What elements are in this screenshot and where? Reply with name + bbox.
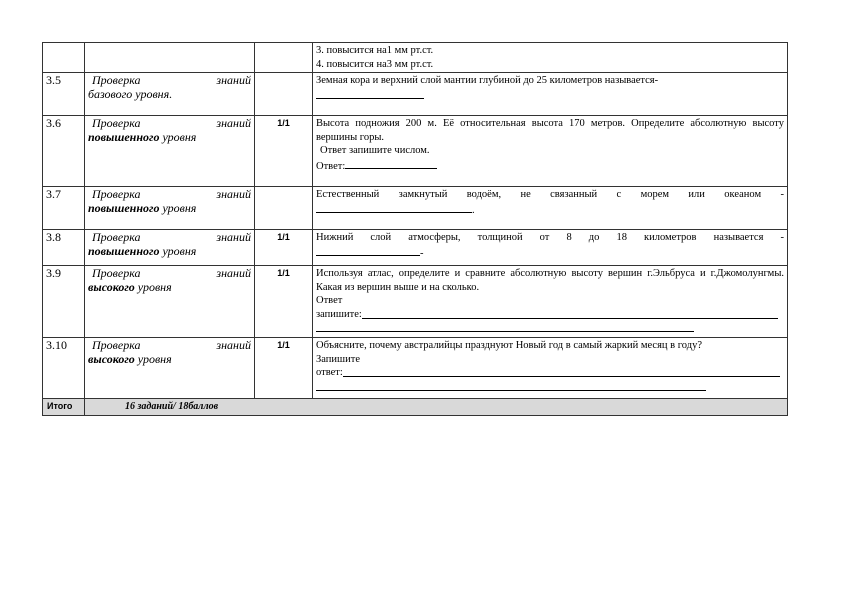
task-text: Естественный замкнутый водоём, не связанный с морем или океаном - (316, 189, 784, 200)
task-points: 1/1 (255, 116, 313, 187)
task-number: 3.8 (43, 230, 85, 266)
task-type-word: знаний (216, 266, 251, 280)
task-level-suffix: уровня (134, 351, 172, 366)
task-level: высокого (88, 279, 135, 294)
task-tail: - (420, 247, 424, 259)
task-level: высокого (88, 351, 135, 366)
task-number: 3.9 (43, 266, 85, 338)
task-number: 3.6 (43, 116, 85, 187)
task-number: 3.7 (43, 187, 85, 230)
task-type (85, 43, 255, 73)
task-tail: . (472, 204, 475, 216)
task-type-word: Проверка (92, 73, 141, 87)
task-points (255, 43, 313, 73)
task-content (313, 230, 788, 266)
answer-option: 3. повысится на1 мм рт.ст. (316, 45, 434, 56)
task-content (313, 187, 788, 230)
answer-blank (316, 88, 424, 99)
total-summary: 16 заданий/ 18баллов (85, 399, 788, 416)
task-level: повышенного (88, 243, 160, 258)
table-row (43, 43, 788, 73)
task-number: 3.5 (43, 73, 85, 116)
total-label: Итого (43, 399, 85, 416)
answer-option: 4. повысится на3 мм рт.ст. (316, 58, 434, 70)
task-type-word: знаний (216, 73, 251, 87)
task-type (85, 73, 255, 116)
task-level-suffix: уровня (159, 243, 197, 258)
table-row (43, 73, 788, 116)
task-content (313, 116, 788, 187)
task-level: повышенного (88, 129, 160, 144)
table-row (43, 338, 788, 399)
total-row (43, 399, 788, 416)
task-level-suffix: уровня (159, 200, 197, 215)
task-type-word: Проверка (92, 338, 141, 352)
task-text: Нижний слой атмосферы, толщиной от 8 до 18 километров называется - (316, 232, 784, 243)
task-text: Высота подножия 200 м. Её относительная высота 170 метров. Определите абсолютную высоту вершины горы. (316, 118, 784, 143)
answer-blank (316, 321, 694, 332)
task-number: 3.10 (43, 338, 85, 399)
task-level-suffix: уровня (134, 279, 172, 294)
task-text: Объясните, почему австралийцы празднуют Новый год в самый жаркий месяц в году? (316, 340, 702, 351)
answer-blank (316, 202, 472, 213)
answer-label: запишите: (316, 308, 362, 320)
tasks-table (42, 42, 788, 416)
answer-label: Запишите (316, 353, 360, 365)
answer-label: ответ: (316, 367, 343, 378)
task-points: 1/1 (255, 266, 313, 338)
task-type (85, 116, 255, 187)
task-level: повышенного (88, 200, 160, 215)
table-row (43, 187, 788, 230)
answer-label: Ответ: (316, 160, 346, 172)
task-type (85, 230, 255, 266)
task-instruction: Ответ запишите числом. (320, 145, 430, 156)
table-row (43, 266, 788, 338)
task-type-word: знаний (216, 187, 251, 201)
task-type (85, 266, 255, 338)
table-row (43, 116, 788, 187)
task-type-word: знаний (216, 230, 251, 244)
task-content (313, 73, 788, 116)
answer-label: Ответ (316, 295, 343, 306)
task-type-word: знаний (216, 116, 251, 130)
task-points: 1/1 (255, 230, 313, 266)
answer-blank (316, 380, 706, 391)
task-type-word: Проверка (92, 230, 141, 244)
task-text: Используя атлас, определите и сравните абсолютную высоту вершин г.Эльбруса и г.Джомолунгмы. Какая из вершин выше и на сколько. (316, 268, 784, 293)
task-level-suffix: уровня (159, 129, 197, 144)
task-points (255, 187, 313, 230)
task-content (313, 266, 788, 338)
task-points: 1/1 (255, 338, 313, 399)
task-level: базового уровня. (88, 86, 173, 101)
task-text: Земная кора и верхний слой мантии глубиной до 25 километров называется- (316, 75, 659, 86)
task-type (85, 338, 255, 399)
table-row (43, 230, 788, 266)
task-type (85, 187, 255, 230)
task-number (43, 43, 85, 73)
task-content (313, 338, 788, 399)
answer-blank (316, 245, 420, 256)
task-type-word: Проверка (92, 266, 141, 280)
task-content (313, 43, 788, 73)
answer-blank (362, 308, 778, 319)
task-type-word: знаний (216, 338, 251, 352)
task-type-word: Проверка (92, 187, 141, 201)
answer-blank (343, 366, 780, 377)
answer-blank (345, 158, 437, 169)
task-type-word: Проверка (92, 116, 141, 130)
task-points (255, 73, 313, 116)
